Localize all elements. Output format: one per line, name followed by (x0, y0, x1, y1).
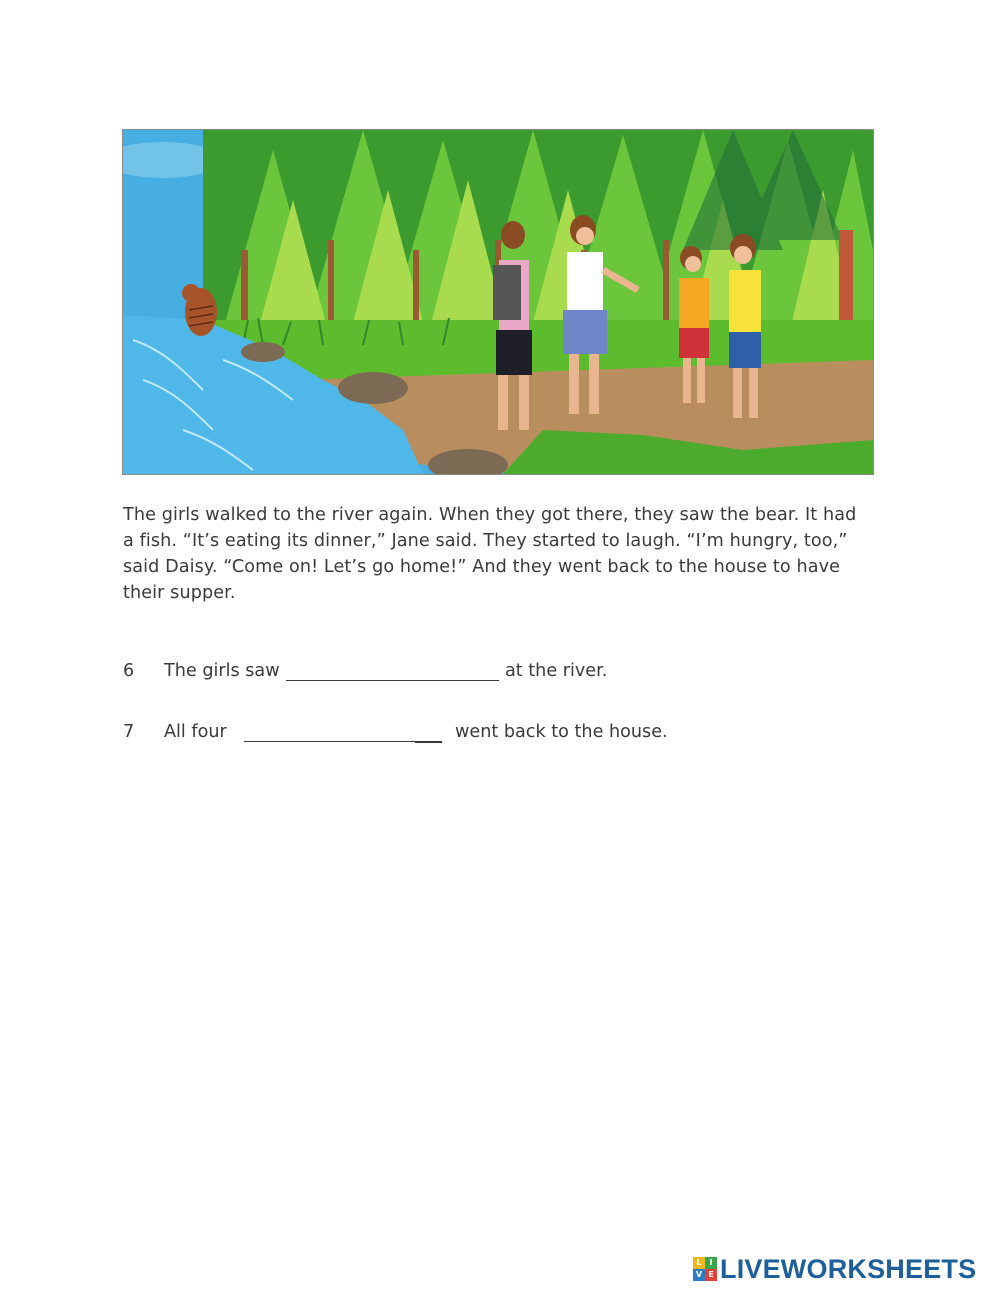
answer-input-7[interactable] (244, 720, 442, 742)
story-illustration (122, 129, 874, 475)
logo-mark-letter: E (705, 1269, 717, 1281)
liveworksheets-logo[interactable] (693, 1254, 976, 1284)
story-line: their supper. (123, 583, 236, 603)
question-ending: at the river. (505, 661, 608, 681)
question-6 (123, 661, 623, 687)
question-number: 6 (123, 661, 135, 681)
logo-mark-letter: I (705, 1257, 717, 1269)
story-line: The girls walked to the river again. When they got there, they saw the bear. It had (123, 505, 857, 525)
logo-text: LIVEWORKSHEETS (720, 1253, 977, 1284)
logo-mark-letter: V (693, 1269, 705, 1281)
question-7 (123, 722, 683, 748)
question-number: 7 (123, 722, 135, 742)
story-line: said Daisy. “Come on! Let’s go home!” And they went back to the house to have (123, 557, 841, 577)
question-prompt: The girls saw (164, 661, 280, 681)
story-text (123, 502, 868, 606)
logo-mark-letter: L (693, 1257, 705, 1269)
answer-input-6[interactable] (286, 659, 499, 681)
story-line: a fish. “It’s eating its dinner,” Jane said. They started to laugh. “I’m hungry, too,” (123, 531, 848, 551)
question-prompt: All four (164, 722, 227, 742)
forest-river-scene (123, 130, 873, 474)
question-ending: went back to the house. (455, 722, 668, 742)
liveworksheets-logo-icon (693, 1257, 717, 1281)
